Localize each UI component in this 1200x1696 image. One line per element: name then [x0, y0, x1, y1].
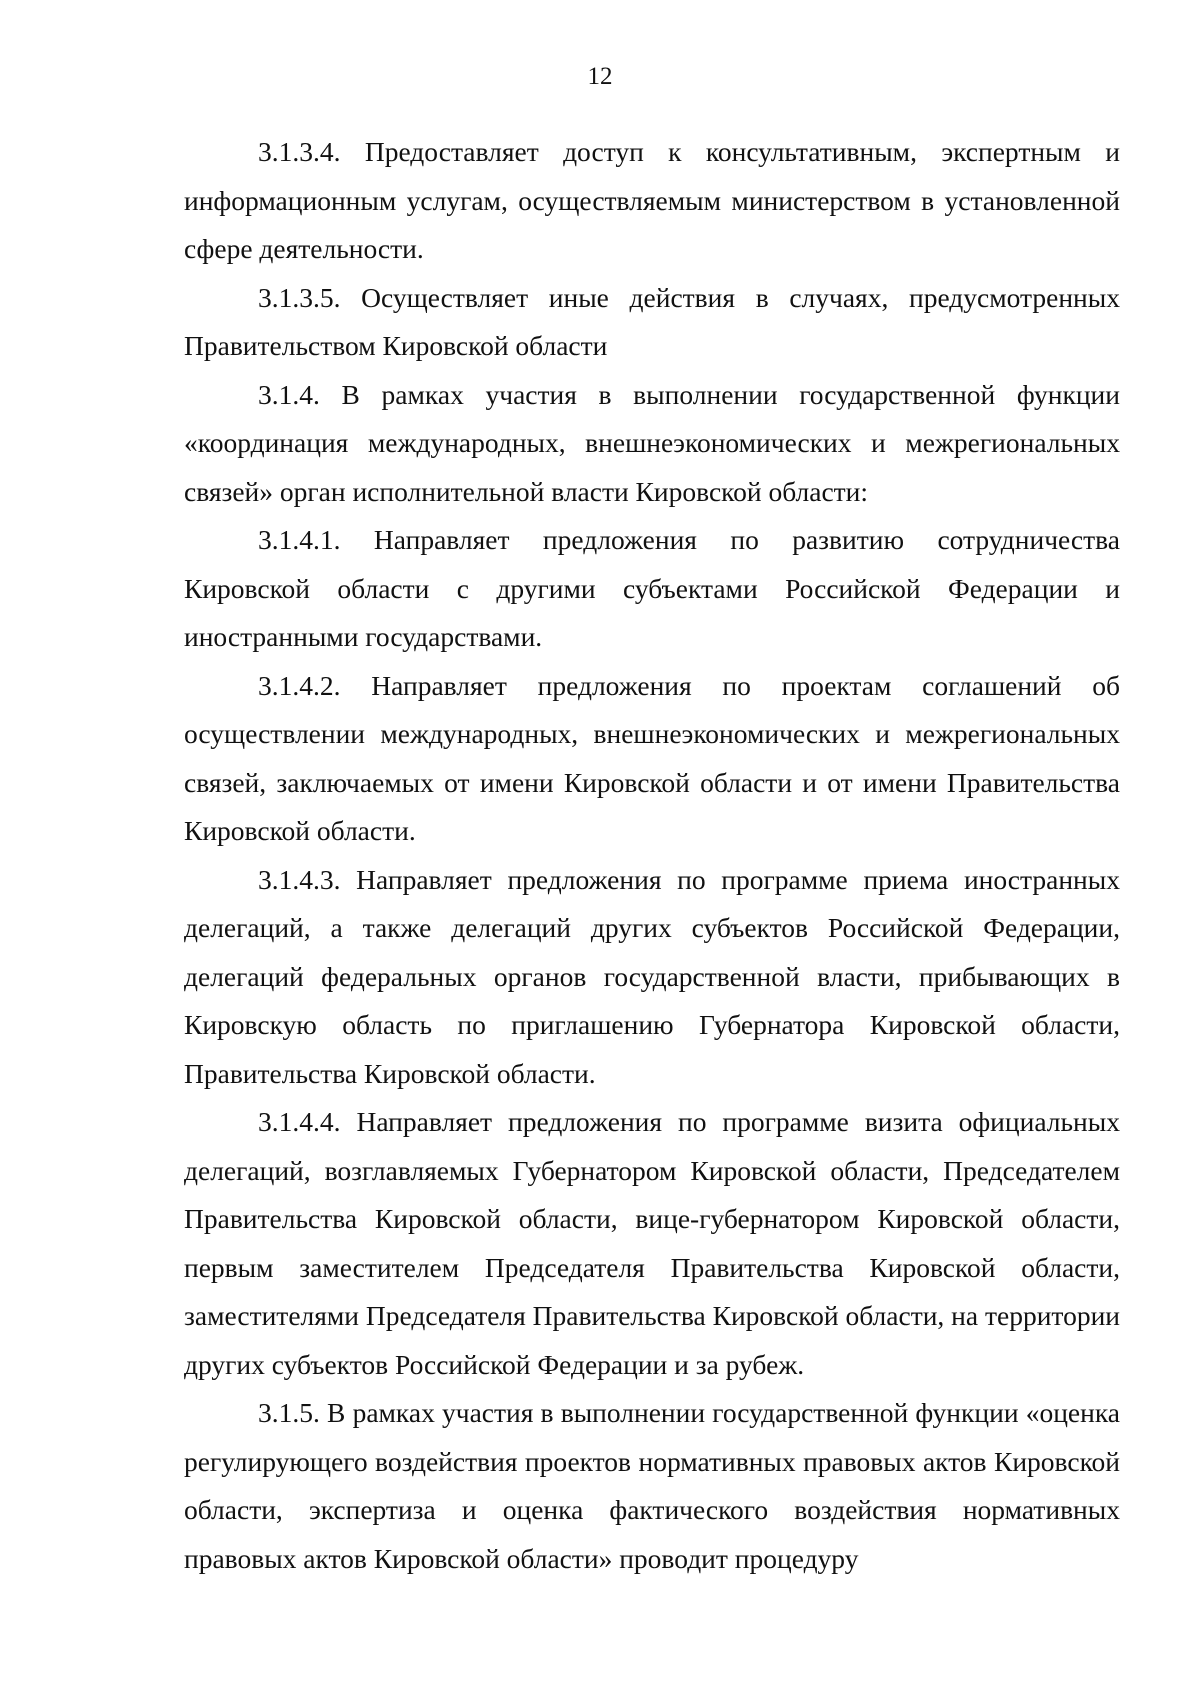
page-number: 12: [587, 63, 613, 90]
paragraph-3-1-4-4: 3.1.4.4. Направляет предложения по программе визита официальных делегаций, возглавляемых Губернатором Кировской области, Председателем Правительства Кировской области, вице-губернатором Кировской области, первым заместителем Председателя Правительства Кировской области, заместителями Председателя Правительства Кировской области, на территории других субъектов Российской Федерации и за рубеж.: [184, 1106, 1121, 1380]
paragraph-3-1-3-4: 3.1.3.4. Предоставляет доступ к консультативным, экспертным и информационным услугам, осуществляемым министерством в установленной сфере деятельности.: [184, 136, 1120, 264]
paragraph-3-1-4-3: 3.1.4.3. Направляет предложения по программе приема иностранных делегаций, а также делегаций других субъектов Российской Федерации, делегаций федеральных органов государственной власти, прибывающих в Кировскую область по приглашению Губернатора Кировской области, Правительства Кировской области.: [184, 863, 1120, 1089]
paragraph-3-1-4-1: 3.1.4.1. Направляет предложения по развитию сотрудничества Кировской области с другими субъектами Российской Федерации и иностранными государствами.: [184, 524, 1120, 652]
paragraph-3-1-4: 3.1.4. В рамках участия в выполнении государственной функции «координация международных, внешнеэкономических и межрегиональных связей» орган исполнительной власти Кировской области:: [184, 378, 1120, 507]
paragraph-3-1-5: 3.1.5. В рамках участия в выполнении государственной функции «оценка регулирующего воздействия проектов нормативных правовых актов Кировской области, экспертиза и оценка фактического воздействия нормативных правовых актов Кировской области» проводит процедуру: [184, 1397, 1120, 1574]
paragraph-3-1-4-2: 3.1.4.2. Направляет предложения по проектам соглашений об осуществлении международных, внешнеэкономических и межрегиональных связей, заключаемых от имени Кировской области и от имени Правительства Кировской области.: [184, 669, 1120, 846]
document-body: [184, 128, 1120, 1583]
paragraph-3-1-3-5: 3.1.3.5. Осуществляет иные действия в случаях, предусмотренных Правительством Кировской области: [184, 281, 1120, 361]
